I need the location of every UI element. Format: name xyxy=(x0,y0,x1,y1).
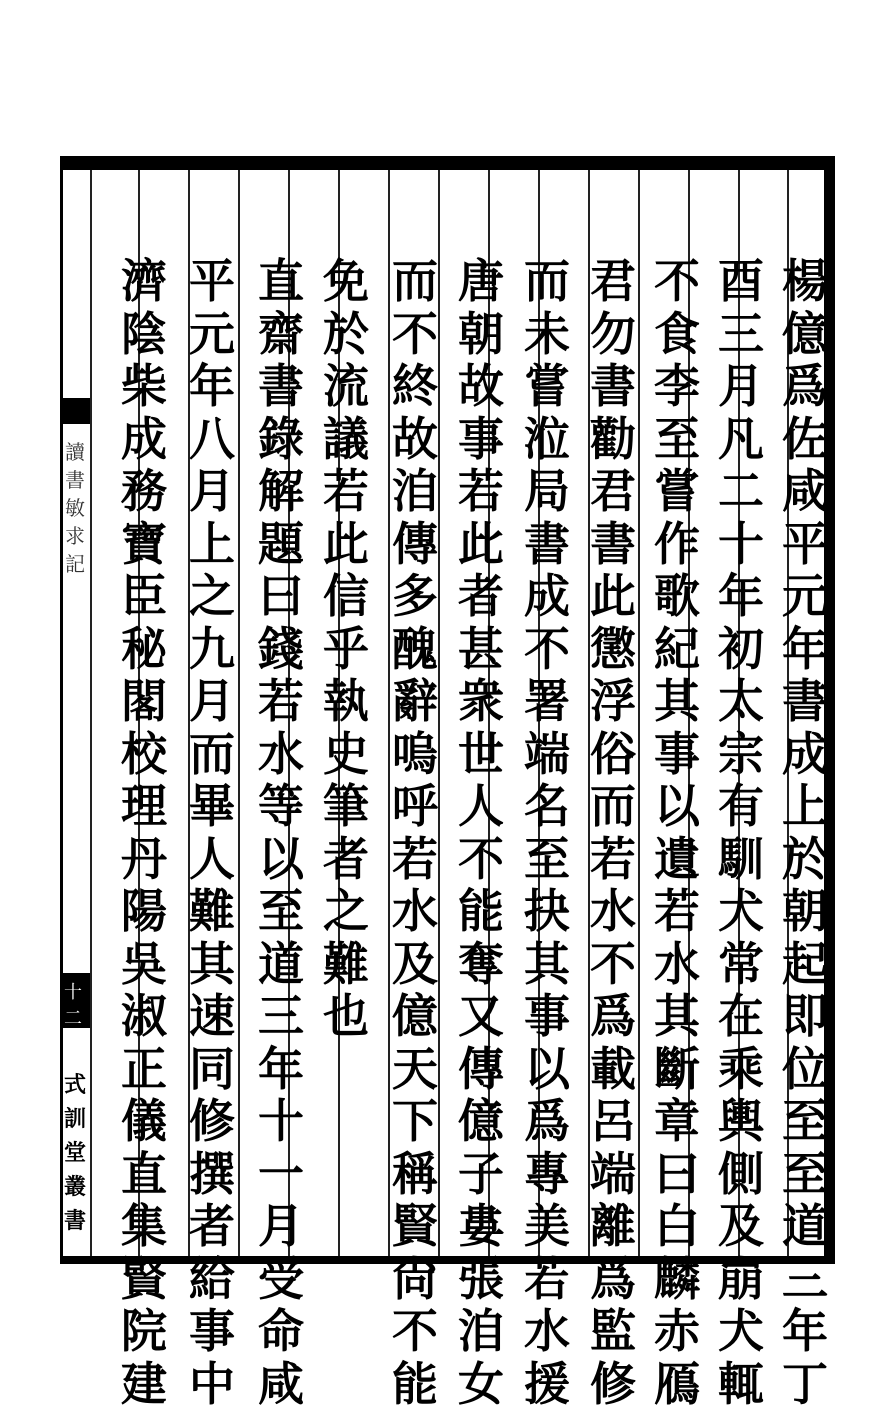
text-column: 君 勿 書 勸 君 書 此 懲 浮 俗 而 若 水 不 爲 載 呂 端 離 爲 監 修 xyxy=(590,254,636,1411)
text-column: 直 齋 書 錄 解 題 曰 錢 若 水 等 以 至 道 三 年 十 一 月 受 命 咸 xyxy=(258,254,304,1411)
text-column: 而 未 嘗 涖 局 書 成 不 署 端 名 至 抉 其 事 以 爲 專 美 若 水 援 xyxy=(524,254,570,1411)
text-column: 免 於 流 議 若 此 信 乎 執 史 筆 者 之 難 也 xyxy=(323,254,369,1043)
frame-top-border xyxy=(62,156,834,170)
text-column: 平 元 年 八 月 上 之 九 月 而 畢 人 難 其 速 同 修 撰 者 給 事 中 xyxy=(189,254,235,1411)
text-column: 酉 三 月 凡 二 十 年 初 太 宗 有 馴 犬 常 在 乘 輿 側 及 崩 犬 輒 xyxy=(718,254,764,1411)
text-column: 唐 朝 故 事 若 此 者 甚 衆 世 人 不 能 奪 又 傳 億 子 婁 張 洎 女 xyxy=(458,254,504,1411)
text-column: 濟 陰 柴 成 務 寶 臣 秘 閣 校 理 丹 陽 吳 淑 正 儀 直 集 賢 院 建 xyxy=(121,254,167,1411)
page-number: 十二 xyxy=(64,982,82,1029)
text-column: 楊 億 爲 佐 咸 平 元 年 書 成 上 於 朝 起 即 位 至 至 道 三 年 丁 xyxy=(782,254,828,1411)
margin-collection-title: 式 訓 堂 叢 書 xyxy=(63,1072,86,1234)
fishtail-mark xyxy=(60,398,90,424)
text-column: 不 食 李 至 嘗 作 歌 紀 其 事 以 遺 若 水 其 斷 章 曰 白 麟 赤 鴈 xyxy=(654,254,700,1411)
text-column: 而 不 終 故 洎 傳 多 醜 辭 嗚 呼 若 水 及 億 天 下 稱 賢 尙 不 能 xyxy=(392,254,438,1411)
margin-book-title: 讀 書 敏 求 記 xyxy=(65,440,85,576)
column-rule xyxy=(90,170,92,1256)
